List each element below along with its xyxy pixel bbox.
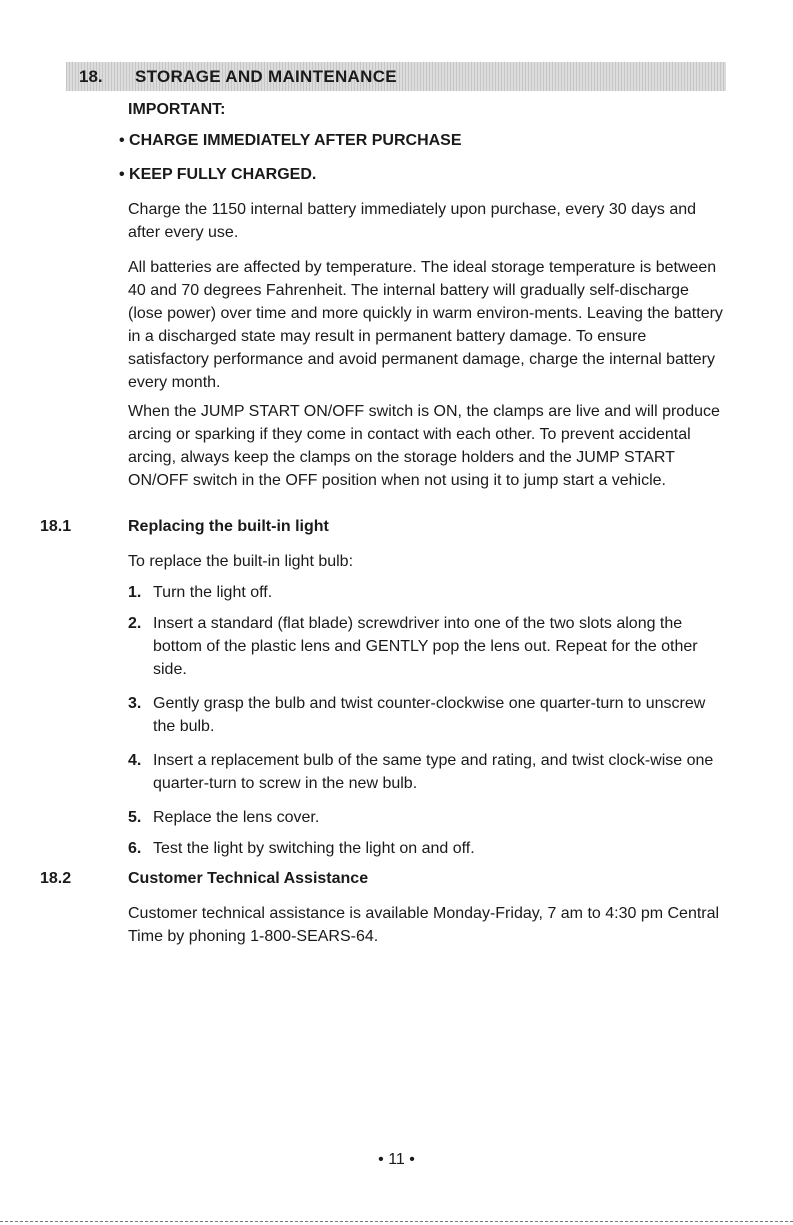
step-item [128, 581, 728, 604]
bottom-divider [0, 1221, 793, 1222]
step-text: Turn the light off. [153, 584, 273, 601]
paragraph-jump-start: When the JUMP START ON/OFF switch is ON, the clamps are live and will produce arcing or sparking if they come in contact with each other. To prevent accidental arcing, always keep the clamps on the storage holders and the JUMP START ON/OFF switch in the OFF position when not using it to jump start a vehicle. [128, 403, 720, 489]
technical-assistance-text: Customer technical assistance is available Monday-Friday, 7 am to 4:30 pm Central Time by phoning 1-800-SEARS-64. [128, 905, 720, 945]
step-number: 6. [128, 840, 142, 857]
step-number: 3. [128, 695, 142, 712]
step-item [128, 692, 728, 738]
paragraph-temperature: All batteries are affected by temperature. The ideal storage temperature is between 40 and 70 degrees Fahrenheit. The internal battery will gradually self-discharge (lose power) over time and more quickly in warm environ-ments. Leaving the battery in a discharged state may result in permanent battery damage. To ensure satisfactory performance and avoid permanent damage, charge the internal battery every month. [128, 259, 723, 391]
subsection-title-technical-assistance: Customer Technical Assistance [128, 870, 369, 887]
subsection-title-replacing-light: Replacing the built-in light [128, 518, 329, 535]
subsection-number-replacing-light: 18.1 [40, 518, 72, 535]
step-number: 4. [128, 752, 142, 769]
important-bullet-charge: • CHARGE IMMEDIATELY AFTER PURCHASE [119, 132, 462, 149]
step-number: 5. [128, 809, 142, 826]
step-text: Insert a standard (flat blade) screwdriver into one of the two slots along the bottom of the plastic lens and GENTLY pop the lens out. Repeat for the other side. [153, 615, 698, 678]
important-heading: IMPORTANT: [128, 101, 226, 118]
section-number: 18. [79, 67, 103, 86]
step-item [128, 837, 728, 860]
step-text: Test the light by switching the light on and off. [153, 840, 475, 857]
paragraph-charge: Charge the 1150 internal battery immediately upon purchase, every 30 days and after every use. [128, 201, 697, 241]
page-number: • 11 • [378, 1151, 415, 1168]
replacing-light-intro: To replace the built-in light bulb: [128, 553, 354, 570]
step-number: 2. [128, 615, 142, 632]
important-bullet-keep-charged: • KEEP FULLY CHARGED. [119, 166, 317, 183]
step-item [128, 612, 728, 681]
section-title: STORAGE AND MAINTENANCE [135, 67, 397, 86]
step-item [128, 806, 728, 829]
subsection-number-technical-assistance: 18.2 [40, 870, 72, 887]
step-item [128, 749, 728, 795]
section-header-bar [66, 62, 726, 91]
step-number: 1. [128, 584, 142, 601]
step-text: Replace the lens cover. [153, 809, 320, 826]
step-text: Gently grasp the bulb and twist counter-clockwise one quarter-turn to unscrew the bulb. [153, 695, 706, 735]
step-text: Insert a replacement bulb of the same type and rating, and twist clock-wise one quarter-turn to screw in the new bulb. [153, 752, 714, 792]
